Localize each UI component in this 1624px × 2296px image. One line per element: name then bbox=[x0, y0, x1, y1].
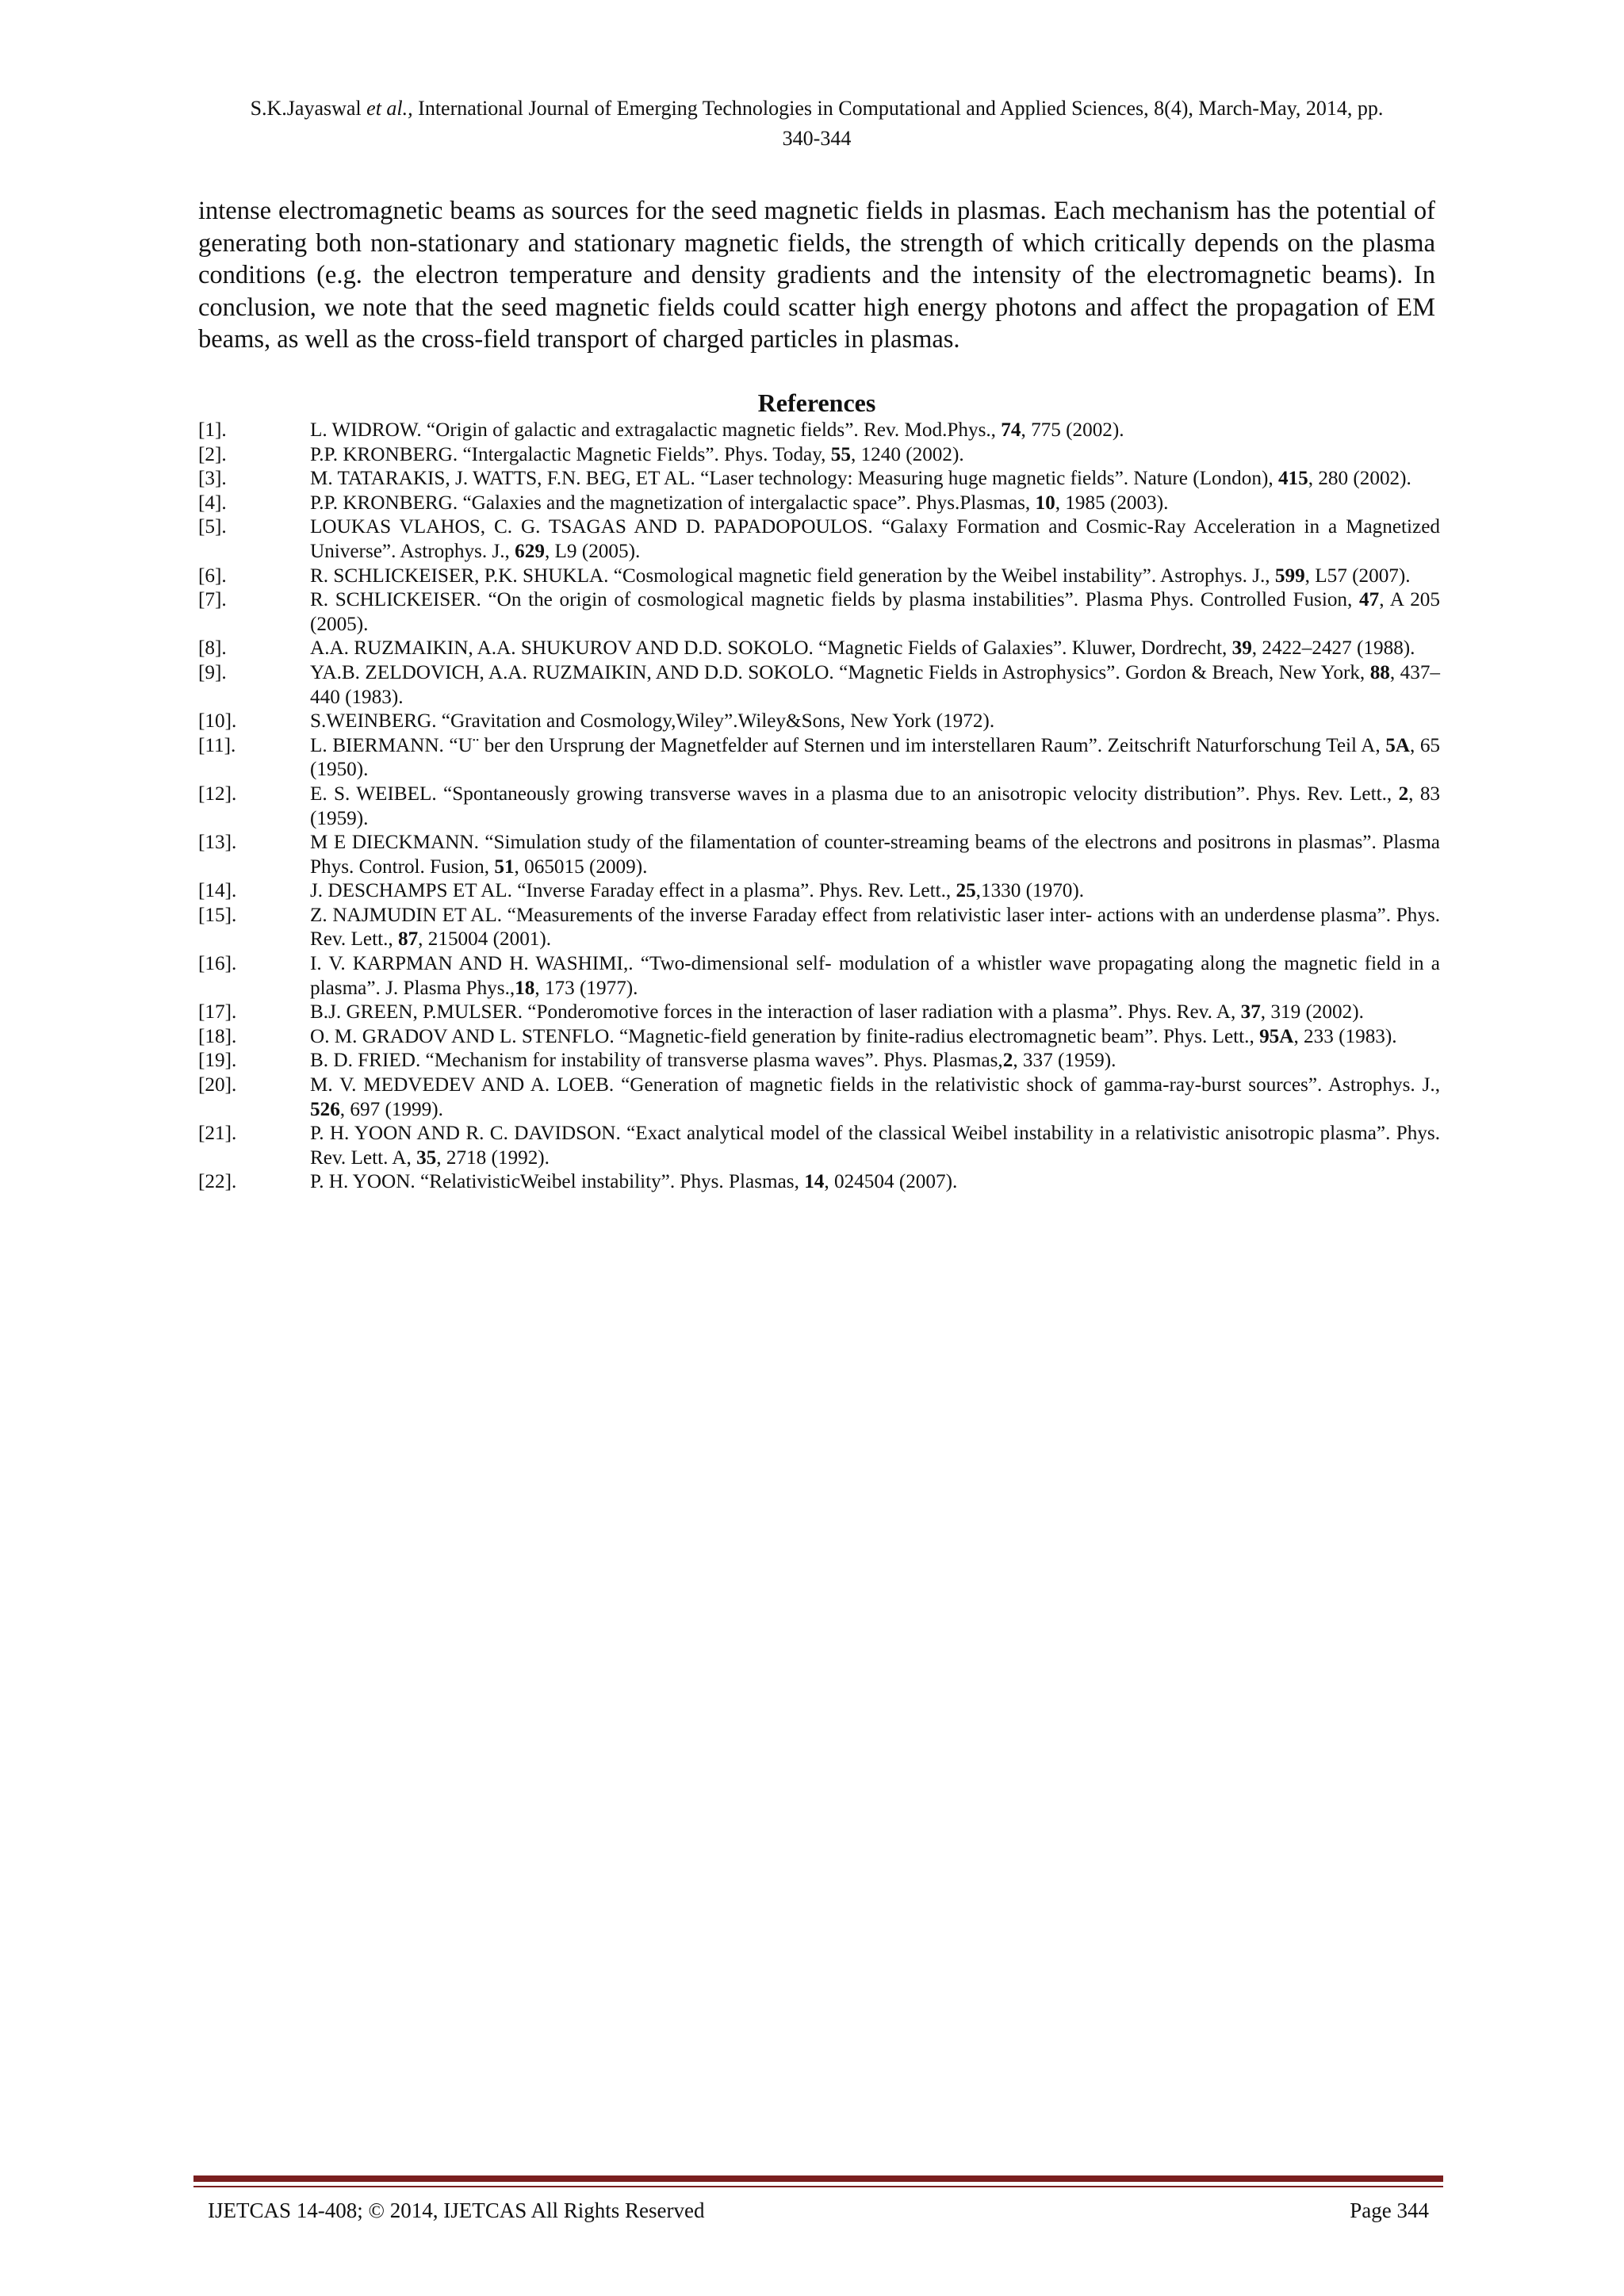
reference-number: [5]. bbox=[198, 516, 227, 538]
reference-citation: P.P. KRONBERG. “Galaxies and the magnetization of intergalactic space”. Phys.Plasmas, bbox=[310, 492, 1036, 514]
reference-text bbox=[310, 588, 1440, 637]
page-footer bbox=[208, 2195, 1429, 2226]
reference-citation: S.WEINBERG. “Gravitation and Cosmology,Wiley”.Wiley&Sons, New York (1972). bbox=[310, 710, 995, 733]
reference-pages-year: , 065015 (2009). bbox=[514, 855, 648, 878]
reference-number: [6]. bbox=[198, 564, 227, 587]
reference-volume: 14 bbox=[804, 1171, 825, 1193]
reference-text bbox=[310, 710, 1440, 734]
reference-pages-year: , L57 (2007). bbox=[1304, 564, 1411, 587]
reference-volume: 2 bbox=[1398, 783, 1409, 805]
reference-item bbox=[198, 564, 1440, 589]
reference-volume: 35 bbox=[416, 1146, 437, 1169]
reference-citation: R. SCHLICKEISER. “On the origin of cosmological magnetic fields by plasma instabilities”. Plasma Phys. Controlled Fusion, bbox=[310, 589, 1359, 611]
reference-number: [2]. bbox=[198, 443, 227, 465]
header-line-1 bbox=[198, 94, 1435, 124]
reference-citation: P.P. KRONBERG. “Intergalactic Magnetic Fields”. Phys. Today, bbox=[310, 443, 831, 465]
reference-volume: 39 bbox=[1231, 637, 1252, 660]
reference-number: [16]. bbox=[198, 953, 237, 975]
reference-item bbox=[198, 419, 1440, 443]
footer-copyright: IJETCAS 14-408; © 2014, IJETCAS All Rights Reserved bbox=[208, 2198, 705, 2222]
reference-citation: R. SCHLICKEISER, P.K. SHUKLA. “Cosmological magnetic field generation by the Weibel instability”. Astrophys. J., bbox=[310, 564, 1275, 587]
reference-number: [13]. bbox=[198, 832, 237, 854]
reference-volume: 599 bbox=[1274, 564, 1305, 587]
references-heading: References bbox=[757, 388, 876, 417]
reference-text bbox=[310, 1001, 1440, 1025]
reference-item bbox=[198, 734, 1440, 783]
reference-citation: M E DIECKMANN. “Simulation study of the filamentation of counter-streaming beams of the electrons and positrons in plasmas”. Plasma Phys. Control. Fusion, bbox=[310, 832, 1440, 878]
footer-rule bbox=[193, 2175, 1443, 2182]
running-header bbox=[198, 94, 1435, 154]
reference-pages-year: , 173 (1977). bbox=[534, 977, 638, 999]
reference-item bbox=[198, 1049, 1440, 1073]
reference-item bbox=[198, 637, 1440, 661]
reference-text bbox=[310, 952, 1440, 1001]
reference-text bbox=[310, 637, 1440, 661]
reference-citation: B. D. FRIED. “Mechanism for instability of transverse plasma waves”. Phys. Plasmas, bbox=[310, 1050, 1003, 1072]
reference-text bbox=[310, 515, 1440, 564]
header-pages: 340-344 bbox=[782, 127, 852, 150]
reference-citation: I. V. KARPMAN AND H. WASHIMI,. “Two-dimensional self- modulation of a whistler wave propagating along the magnetic field in a plasma”. J. Plasma Phys., bbox=[310, 953, 1440, 999]
reference-citation: Z. NAJMUDIN ET AL. “Measurements of the inverse Faraday effect from relativistic laser inter- actions with an underdense plasma”. Phys. Rev. Lett., bbox=[310, 904, 1440, 951]
reference-item bbox=[198, 783, 1440, 831]
reference-volume: 2 bbox=[1002, 1050, 1013, 1072]
reference-number: [14]. bbox=[198, 880, 237, 902]
reference-number: [11]. bbox=[198, 734, 236, 756]
reference-volume: 74 bbox=[1001, 419, 1021, 441]
reference-list bbox=[198, 419, 1440, 1195]
reference-volume: 25 bbox=[956, 880, 976, 902]
reference-pages-year: , 65 (1950). bbox=[310, 734, 1441, 781]
reference-pages-year: , 337 (1959). bbox=[1013, 1050, 1116, 1072]
reference-item bbox=[198, 710, 1440, 734]
reference-item bbox=[198, 1170, 1440, 1195]
reference-volume: 5A bbox=[1385, 734, 1410, 756]
reference-number: [22]. bbox=[198, 1171, 237, 1193]
reference-pages-year: , 2422–2427 (1988). bbox=[1251, 637, 1415, 660]
reference-volume: 55 bbox=[830, 443, 851, 465]
reference-citation: LOUKAS VLAHOS, C. G. TSAGAS AND D. PAPADOPOULOS. “Galaxy Formation and Cosmic-Ray Acceleration in a Magnetized Universe”. Astrophys. J., bbox=[310, 516, 1440, 562]
reference-item bbox=[198, 467, 1440, 492]
reference-number: [19]. bbox=[198, 1050, 237, 1072]
reference-number: [17]. bbox=[198, 1001, 237, 1024]
reference-text bbox=[310, 419, 1440, 443]
reference-citation: B.J. GREEN, P.MULSER. “Ponderomotive forces in the interaction of laser radiation with a plasma”. Phys. Rev. A, bbox=[310, 1001, 1241, 1024]
reference-item bbox=[198, 1073, 1440, 1122]
reference-volume: 10 bbox=[1035, 492, 1055, 514]
reference-item bbox=[198, 952, 1440, 1001]
reference-volume: 18 bbox=[515, 977, 535, 999]
reference-pages-year: , L9 (2005). bbox=[544, 540, 641, 562]
reference-volume: 415 bbox=[1277, 468, 1308, 490]
reference-item bbox=[198, 831, 1440, 879]
reference-volume: 95A bbox=[1259, 1025, 1294, 1047]
reference-item bbox=[198, 588, 1440, 637]
footer-rule-thin bbox=[193, 2186, 1443, 2187]
reference-pages-year: , 697 (1999). bbox=[339, 1098, 443, 1120]
reference-pages-year: , 83 (1959). bbox=[310, 783, 1441, 829]
reference-text bbox=[310, 467, 1440, 492]
reference-item bbox=[198, 904, 1440, 952]
reference-number: [18]. bbox=[198, 1025, 237, 1047]
reference-item bbox=[198, 879, 1440, 904]
reference-number: [3]. bbox=[198, 468, 227, 490]
reference-number: [9]. bbox=[198, 661, 227, 683]
reference-text bbox=[310, 492, 1440, 516]
reference-number: [4]. bbox=[198, 492, 227, 514]
reference-pages-year: , A 205 (2005). bbox=[310, 589, 1440, 635]
reference-number: [20]. bbox=[198, 1074, 237, 1096]
reference-text bbox=[310, 1025, 1440, 1050]
reference-number: [21]. bbox=[198, 1123, 237, 1145]
reference-pages-year: , 024504 (2007). bbox=[824, 1171, 958, 1193]
reference-volume: 88 bbox=[1369, 661, 1390, 683]
reference-text bbox=[310, 904, 1440, 952]
reference-citation: E. S. WEIBEL. “Spontaneously growing transverse waves in a plasma due to an anisotropic velocity distribution”. Phys. Rev. Lett., bbox=[310, 783, 1399, 805]
reference-text bbox=[310, 734, 1440, 783]
reference-pages-year: , 1985 (2003). bbox=[1055, 492, 1169, 514]
reference-item bbox=[198, 515, 1440, 564]
reference-text bbox=[310, 783, 1440, 831]
reference-text bbox=[310, 1073, 1440, 1122]
reference-text bbox=[310, 443, 1440, 468]
reference-number: [12]. bbox=[198, 783, 237, 805]
header-author: S.K.Jayaswal bbox=[250, 97, 362, 120]
reference-citation: YA.B. ZELDOVICH, A.A. RUZMAIKIN, AND D.D. SOKOLO. “Magnetic Fields in Astrophysics”. Gordon & Breach, New York, bbox=[310, 661, 1370, 683]
reference-text bbox=[310, 1170, 1440, 1195]
reference-item bbox=[198, 1122, 1440, 1170]
reference-citation: O. M. GRADOV AND L. STENFLO. “Magnetic-field generation by finite-radius electromagnetic beam”. Phys. Lett., bbox=[310, 1025, 1260, 1047]
reference-number: [15]. bbox=[198, 904, 237, 926]
reference-volume: 37 bbox=[1240, 1001, 1261, 1024]
reference-text bbox=[310, 661, 1440, 710]
reference-citation: P. H. YOON. “RelativisticWeibel instability”. Phys. Plasmas, bbox=[310, 1171, 805, 1193]
reference-pages-year: , 1240 (2002). bbox=[850, 443, 964, 465]
reference-citation: M. V. MEDVEDEV AND A. LOEB. “Generation of magnetic fields in the relativistic shock of gamma-ray-burst sources”. Astrophys. J., bbox=[310, 1074, 1440, 1096]
reference-citation: L. WIDROW. “Origin of galactic and extragalactic magnetic fields”. Rev. Mod.Phys., bbox=[310, 419, 1002, 441]
reference-citation: L. BIERMANN. “U¨ ber den Ursprung der Magnetfelder auf Sternen und im interstellaren Raum”. Zeitschrift Naturforschung Teil A, bbox=[310, 734, 1386, 756]
reference-number: [7]. bbox=[198, 589, 227, 611]
reference-citation: J. DESCHAMPS ET AL. “Inverse Faraday effect in a plasma”. Phys. Rev. Lett., bbox=[310, 880, 956, 902]
reference-citation: A.A. RUZMAIKIN, A.A. SHUKUROV AND D.D. SOKOLO. “Magnetic Fields of Galaxies”. Kluwer, Dordrecht, bbox=[310, 637, 1232, 660]
header-et-al: et al., bbox=[366, 97, 413, 120]
reference-text bbox=[310, 831, 1440, 879]
reference-number: [10]. bbox=[198, 710, 237, 733]
reference-volume: 87 bbox=[397, 928, 419, 951]
reference-volume: 526 bbox=[310, 1098, 340, 1120]
page-number: Page 344 bbox=[1350, 2198, 1429, 2222]
reference-pages-year: , 319 (2002). bbox=[1260, 1001, 1364, 1024]
reference-pages-year: , 437–440 (1983). bbox=[310, 661, 1441, 708]
reference-number: [1]. bbox=[198, 419, 227, 441]
reference-pages-year: , 215004 (2001). bbox=[418, 928, 552, 951]
reference-item bbox=[198, 443, 1440, 468]
reference-volume: 629 bbox=[515, 540, 545, 562]
reference-item bbox=[198, 492, 1440, 516]
reference-number: [8]. bbox=[198, 637, 227, 660]
reference-pages-year: , 280 (2002). bbox=[1308, 468, 1411, 490]
reference-pages-year: , 2718 (1992). bbox=[436, 1146, 550, 1169]
reference-citation: M. TATARAKIS, J. WATTS, F.N. BEG, ET AL. “Laser technology: Measuring huge magnetic fields”. Nature (London), bbox=[310, 468, 1278, 490]
reference-item bbox=[198, 1025, 1440, 1050]
reference-text bbox=[310, 564, 1440, 589]
reference-text bbox=[310, 1049, 1440, 1073]
reference-pages-year: , 775 (2002). bbox=[1021, 419, 1124, 441]
reference-citation: P. H. YOON AND R. C. DAVIDSON. “Exact analytical model of the classical Weibel instability in a relativistic anisotropic plasma”. Phys. Rev. Lett. A, bbox=[310, 1123, 1440, 1169]
reference-volume: 51 bbox=[494, 855, 515, 878]
header-journal: International Journal of Emerging Technologies in Computational and Applied Sciences, 8(4), March-May, 2014, pp. bbox=[418, 97, 1384, 120]
reference-item bbox=[198, 1001, 1440, 1025]
reference-item bbox=[198, 661, 1440, 710]
reference-pages-year: ,1330 (1970). bbox=[975, 880, 1085, 902]
body-paragraph: intense electromagnetic beams as sources for the seed magnetic fields in plasmas. Each mechanism has the potential of generating both non-stationary and stationary magnetic fields, the strength of which critically depends on the plasma conditions (e.g. the electron temperature and density gradients and the intensity of the electromagnetic beams). In conclusion, we note that the seed magnetic fields could scatter high energy photons and affect the propagation of EM beams, as well as the cross-field transport of charged particles in plasmas. bbox=[198, 197, 1435, 354]
reference-text bbox=[310, 1122, 1440, 1170]
reference-volume: 47 bbox=[1359, 589, 1380, 611]
reference-text bbox=[310, 879, 1440, 904]
reference-pages-year: , 233 (1983). bbox=[1293, 1025, 1397, 1047]
